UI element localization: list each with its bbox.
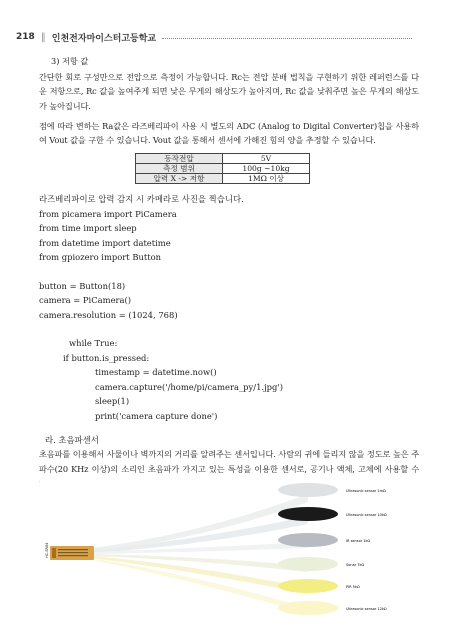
spec-key: 압력 X -> 저항 [136,174,223,184]
code-setup [39,279,419,323]
code-line: sleep(1) [95,396,130,407]
lens-6 [278,601,338,615]
code-line: camera.capture('/home/pi/camera_py/1.jpg') [95,381,283,392]
spec-key: 동작전압 [136,154,223,164]
code-line: button = Button(18) [39,280,126,291]
code-intro: 라즈베리파이로 압력 감지 시 카메라로 사진을 찍습니다. [39,194,244,205]
beam-label: PIR 5kΩ [346,585,360,589]
code-line: from time import sleep [39,223,137,234]
code-line: camera = PiCamera() [39,295,132,306]
code-line: from picamera import PiCamera [39,208,177,219]
spec-value: 1MΩ 이상 [223,174,310,184]
table-row [136,164,310,174]
header-dotted-rule [162,38,412,39]
table-row [136,154,310,164]
resistance-heading: 3) 저항 값 [51,56,89,66]
code-line: camera.resolution = (1024, 768) [39,309,178,320]
spec-key: 측정 범위 [136,164,223,174]
ultrasonic-paragraph: 초음파를 이용해서 사물이나 벽까지의 거리를 알려주는 센서입니다. 사람의 귀에 들리지 않을 정도로 높은 주파수(20 KHz 이상)의 소리인 초음파가 가지고 있는 특성을 이용한 센서로, 공기나 액체, 고체에 사용할 수 [39,449,419,474]
code-loop [39,336,419,423]
header-separator: ‖ [40,31,46,43]
ultrasonic-heading: 라. 초음파센서 [45,435,99,446]
ultrasonic-figure [40,476,418,624]
resistance-paragraph-1: 간단한 회로 구성만으로 전압으로 측정이 가능합니다. Rc는 전압 분배 법칙을 구현하기 위한 레퍼런스를 다운 저항으로, Rc 값을 높여주게 되면 낮은 무게의 해상도가 높아지며, Rc 값을 낮춰주면 높은 무게의 해상도가 높아집니다. [39,72,419,111]
beam-label: Sonar 7kΩ [346,563,365,567]
lens-4 [278,557,338,571]
school-name: 인천전자마이스터고등학교 [51,33,157,44]
spec-value: 5V [223,154,310,164]
code-line: if button.is_pressed: [63,352,150,363]
code-line: from datetime import datetime [39,237,171,248]
page-number: 218 [16,32,35,42]
table-row [136,174,310,184]
resistance-paragraph-2: 점에 따라 변하는 Ra값은 라즈베리파이 사용 시 별도의 ADC (Analog to Digital Converter)칩을 사용하여 Vout 값을 구한 수 있습니다. Vout 값을 통해서 센서에 가해진 힘의 양을 추정할 수 있습니다. [39,120,419,146]
beam-label: Ultrasonic sensor 10kΩ [346,513,387,517]
lens-3 [278,533,338,547]
spec-value: 100g ~10kg [223,164,310,174]
page-content [39,54,419,500]
page-header [16,30,412,44]
pcb-label: HC-SR04 [45,542,49,558]
beam-label: IR sensor 1kΩ [346,539,371,543]
code-line: print('camera capture done') [95,410,218,421]
lens-1 [278,483,338,497]
code-line: from gpiozero import Button [39,252,162,263]
code-line: timestamp = datetime.now() [95,367,217,378]
code-imports [39,207,419,265]
code-line: while True: [69,338,118,349]
beam-label: Ultrasonic sensor 1mΩ [346,489,386,493]
lens-2 [278,507,338,521]
spec-table [135,153,310,184]
beam-label: Ultrasonic sensor 12kΩ [346,607,387,611]
lens-5 [278,579,338,593]
